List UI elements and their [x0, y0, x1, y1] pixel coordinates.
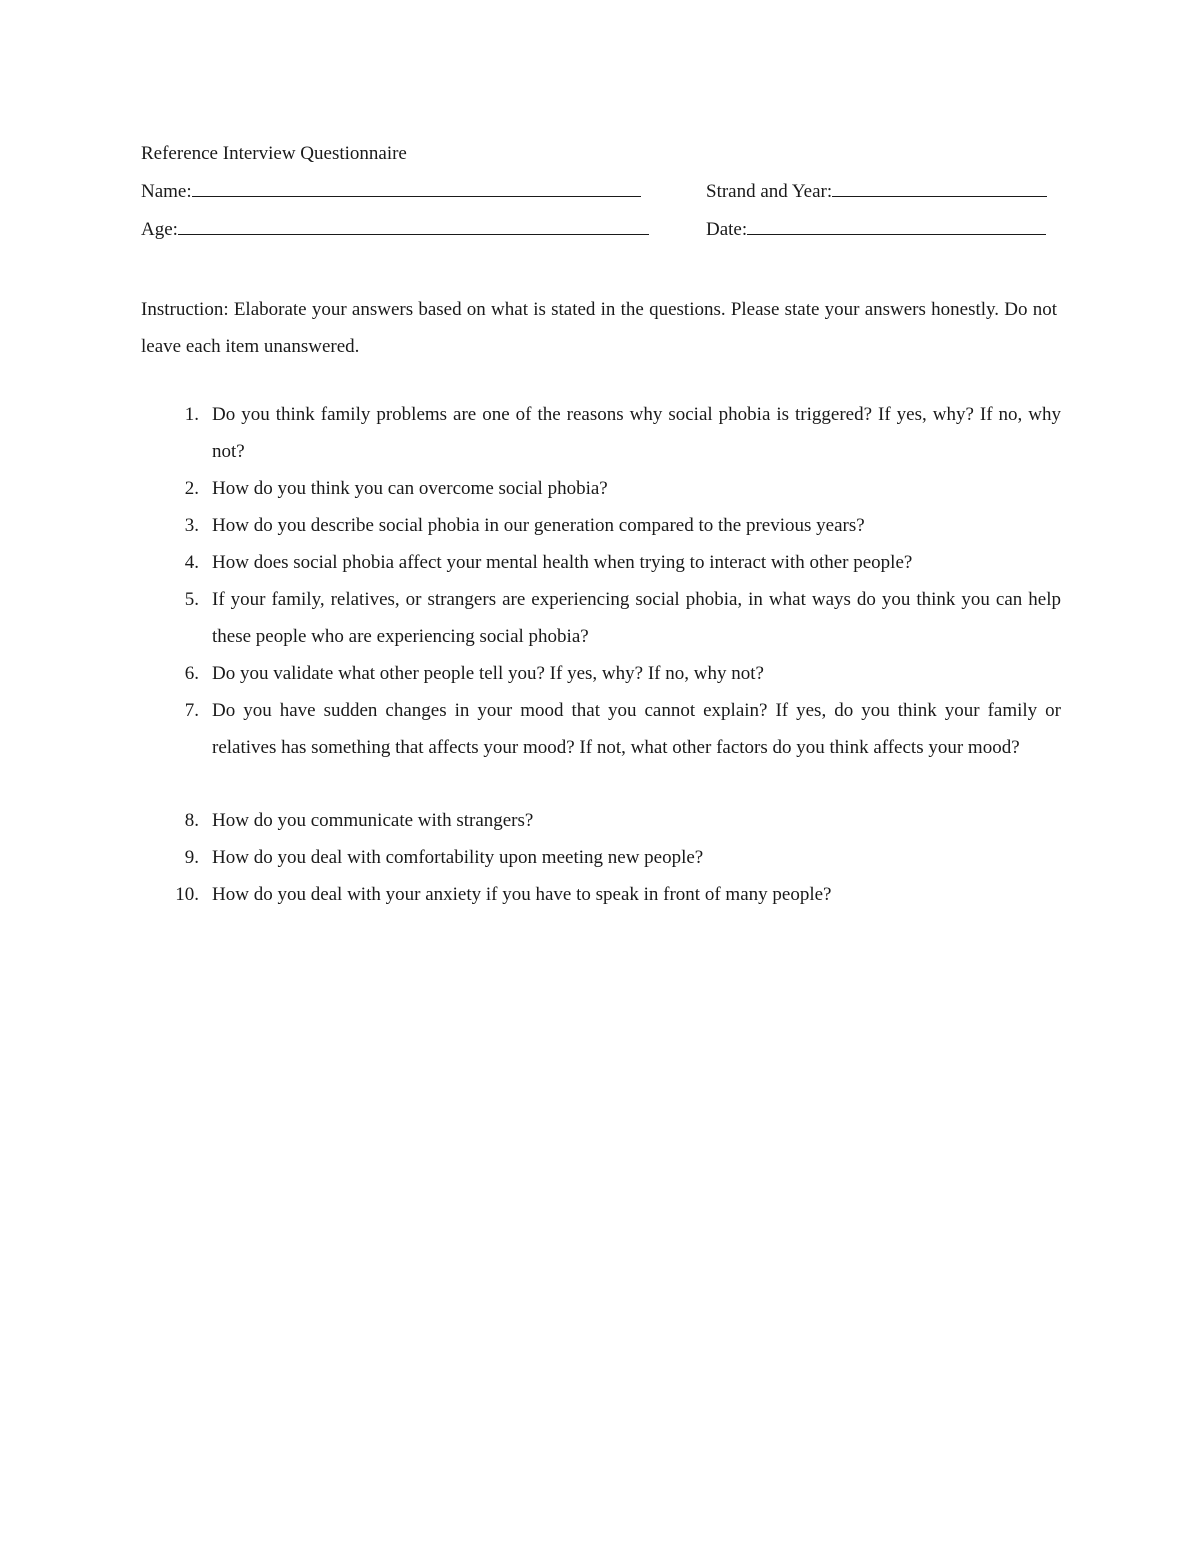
blank-line-gap	[141, 766, 1061, 802]
question-item	[141, 581, 1061, 655]
question-number: 3.	[184, 515, 199, 536]
name-label: Name:	[141, 181, 192, 202]
question-number: 5.	[184, 589, 199, 610]
question-item	[141, 876, 1061, 913]
question-item	[141, 839, 1061, 876]
question-item	[141, 396, 1061, 470]
strand-year-field	[706, 179, 1047, 203]
date-label: Date:	[706, 219, 748, 240]
question-text: Do you validate what other people tell you? If yes, why? If no, why not?	[212, 663, 764, 684]
question-text: Do you have sudden changes in your mood that you cannot explain? If yes, do you think your family or relatives has something that affects your mood? If not, what other factors do you think affects your mood?	[212, 700, 1061, 758]
question-text: Do you think family problems are one of the reasons why social phobia is triggered? If yes, why? If no, why not?	[212, 404, 1061, 462]
age-field	[141, 217, 649, 241]
date-field	[706, 217, 1046, 241]
question-number: 4.	[184, 552, 199, 573]
question-item	[141, 544, 1061, 581]
question-number: 6.	[184, 663, 199, 684]
name-field	[141, 179, 641, 203]
age-label: Age:	[141, 219, 178, 240]
instruction-paragraph: Instruction: Elaborate your answers based on what is stated in the questions. Please state your answers honestly. Do not leave each item unanswered.	[141, 299, 1057, 357]
question-item	[141, 802, 1061, 839]
question-item	[141, 507, 1061, 544]
question-item	[141, 470, 1061, 507]
question-text: How does social phobia affect your mental health when trying to interact with other people?	[212, 552, 913, 573]
question-number: 7.	[184, 700, 199, 721]
question-list	[141, 396, 1061, 913]
question-number: 8.	[184, 810, 199, 831]
question-number: 2.	[184, 478, 199, 499]
question-text: How do you deal with your anxiety if you have to speak in front of many people?	[212, 884, 832, 905]
date-blank-line	[747, 217, 1046, 235]
question-text: If your family, relatives, or strangers are experiencing social phobia, in what ways do you think you can help these people who are experiencing social phobia?	[212, 589, 1061, 647]
document-title: Reference Interview Questionnaire	[141, 143, 407, 164]
question-number: 1.	[184, 404, 199, 425]
question-text: How do you communicate with strangers?	[212, 810, 534, 831]
strand-year-label: Strand and Year:	[706, 181, 833, 202]
question-number: 10.	[175, 884, 199, 905]
age-blank-line	[178, 217, 649, 235]
question-text: How do you think you can overcome social phobia?	[212, 478, 608, 499]
name-blank-line	[192, 179, 641, 197]
question-number: 9.	[184, 847, 199, 868]
strand-year-blank-line	[832, 179, 1047, 197]
question-text: How do you deal with comfortability upon meeting new people?	[212, 847, 704, 868]
question-text: How do you describe social phobia in our generation compared to the previous years?	[212, 515, 865, 536]
question-item	[141, 692, 1061, 766]
question-item	[141, 655, 1061, 692]
